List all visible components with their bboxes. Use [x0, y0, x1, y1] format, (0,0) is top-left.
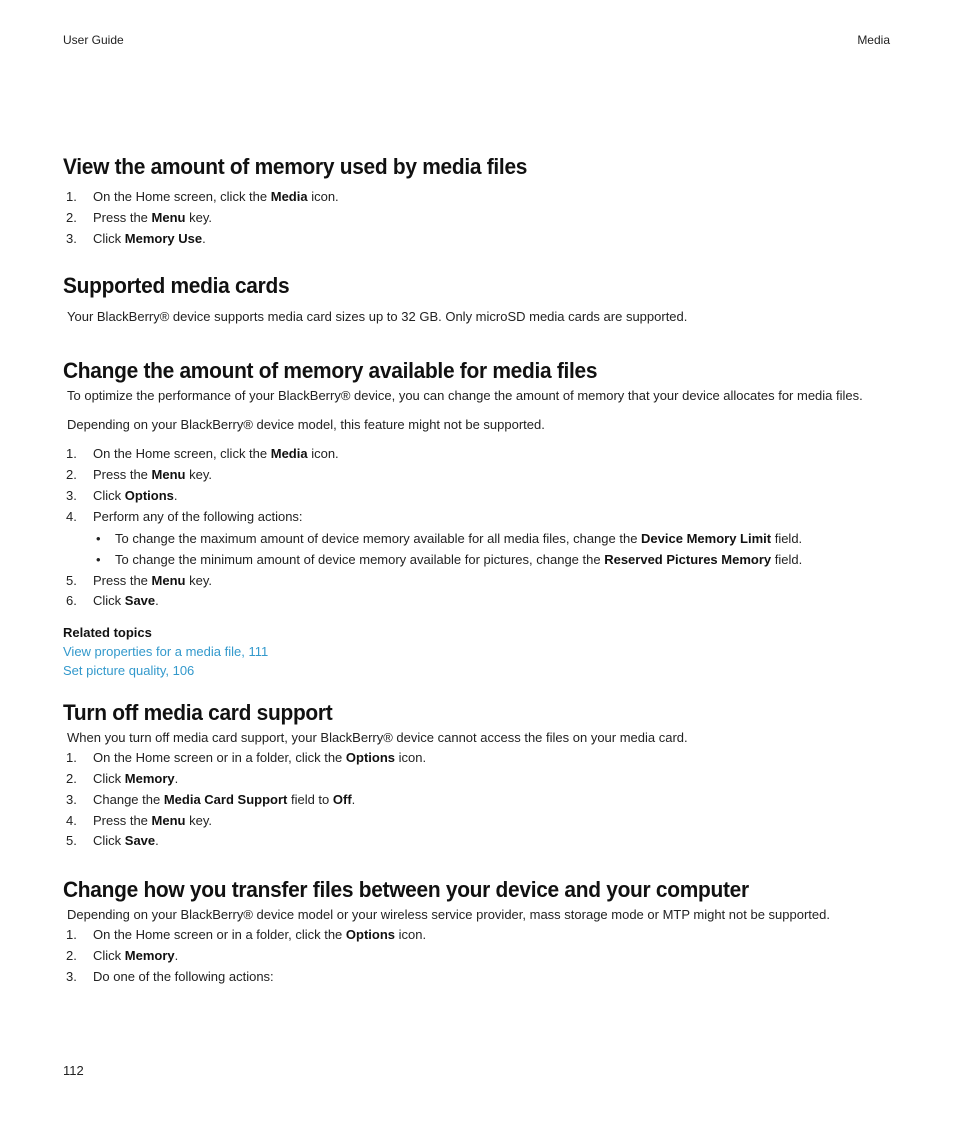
step-item: 5. Press the Menu key. [66, 572, 212, 588]
step-item: 1. On the Home screen or in a folder, click the Options icon. [66, 927, 427, 943]
section-heading: Turn off media card support [63, 700, 333, 726]
step-item: 3. Change the Media Card Support field to Off. [66, 791, 356, 807]
paragraph: When you turn off media card support, your BlackBerry® device cannot access the files on your media card. [67, 730, 688, 746]
steps-list [63, 187, 893, 249]
related-link-media-file-properties[interactable]: View properties for a media file, 111 [63, 644, 269, 660]
section-heading: View the amount of memory used by media files [63, 154, 528, 179]
steps-list [63, 571, 893, 613]
page-number: 112 [63, 1063, 84, 1078]
paragraph: Your BlackBerry® device supports media card sizes up to 32 GB. Only microSD media cards are supported. [67, 309, 688, 325]
step-item: 2. Press the Menu key. [66, 209, 212, 225]
section-heading: Change how you transfer files between your device and your computer [63, 877, 749, 903]
steps-list [63, 748, 893, 852]
step-item: 1. On the Home screen, click the Media icon. [66, 189, 339, 204]
paragraph: Depending on your BlackBerry® device model, this feature might not be supported. [67, 417, 545, 433]
bullet-item: • To change the maximum amount of device memory available for all media files, change the Device Memory Limit field. [96, 530, 803, 546]
step-item: 3. Click Options. [66, 487, 178, 503]
paragraph: To optimize the performance of your BlackBerry® device, you can change the amount of memory that your device allocates for media files. [67, 388, 863, 404]
steps-list [63, 444, 893, 527]
step-item: 2. Press the Menu key. [66, 467, 212, 483]
step-item: 1. On the Home screen or in a folder, click the Options icon. [66, 750, 427, 766]
section-heading: Supported media cards [63, 273, 290, 299]
step-item: 6. Click Save. [66, 593, 159, 609]
steps-list [63, 925, 893, 987]
page-content [63, 152, 893, 988]
running-header-left: User Guide [63, 33, 124, 47]
running-header-right: Media [857, 33, 890, 47]
paragraph: Depending on your BlackBerry® device model or your wireless service provider, mass storage mode or MTP might not be supported. [67, 907, 830, 923]
step-item: 1. On the Home screen, click the Media icon. [66, 446, 339, 462]
related-topics [63, 623, 893, 680]
bullet-item: • To change the minimum amount of device memory available for pictures, change the Reserved Pictures Memory field. [96, 551, 803, 567]
step-item: 2. Click Memory. [66, 770, 179, 786]
step-item: 5. Click Save. [66, 833, 159, 849]
step-item: 3. Do one of the following actions: [66, 968, 274, 984]
step-item: 3. Click Memory Use. [66, 230, 206, 246]
step-item: 2. Click Memory. [66, 947, 179, 963]
step-item: 4. Press the Menu key. [66, 812, 212, 828]
section-heading: Change the amount of memory available for media files [63, 358, 598, 384]
related-link-picture-quality[interactable]: Set picture quality, 106 [63, 663, 195, 679]
related-topics-title: Related topics [63, 625, 152, 641]
bullet-list [63, 528, 893, 570]
step-item: 4. Perform any of the following actions: [66, 508, 303, 524]
